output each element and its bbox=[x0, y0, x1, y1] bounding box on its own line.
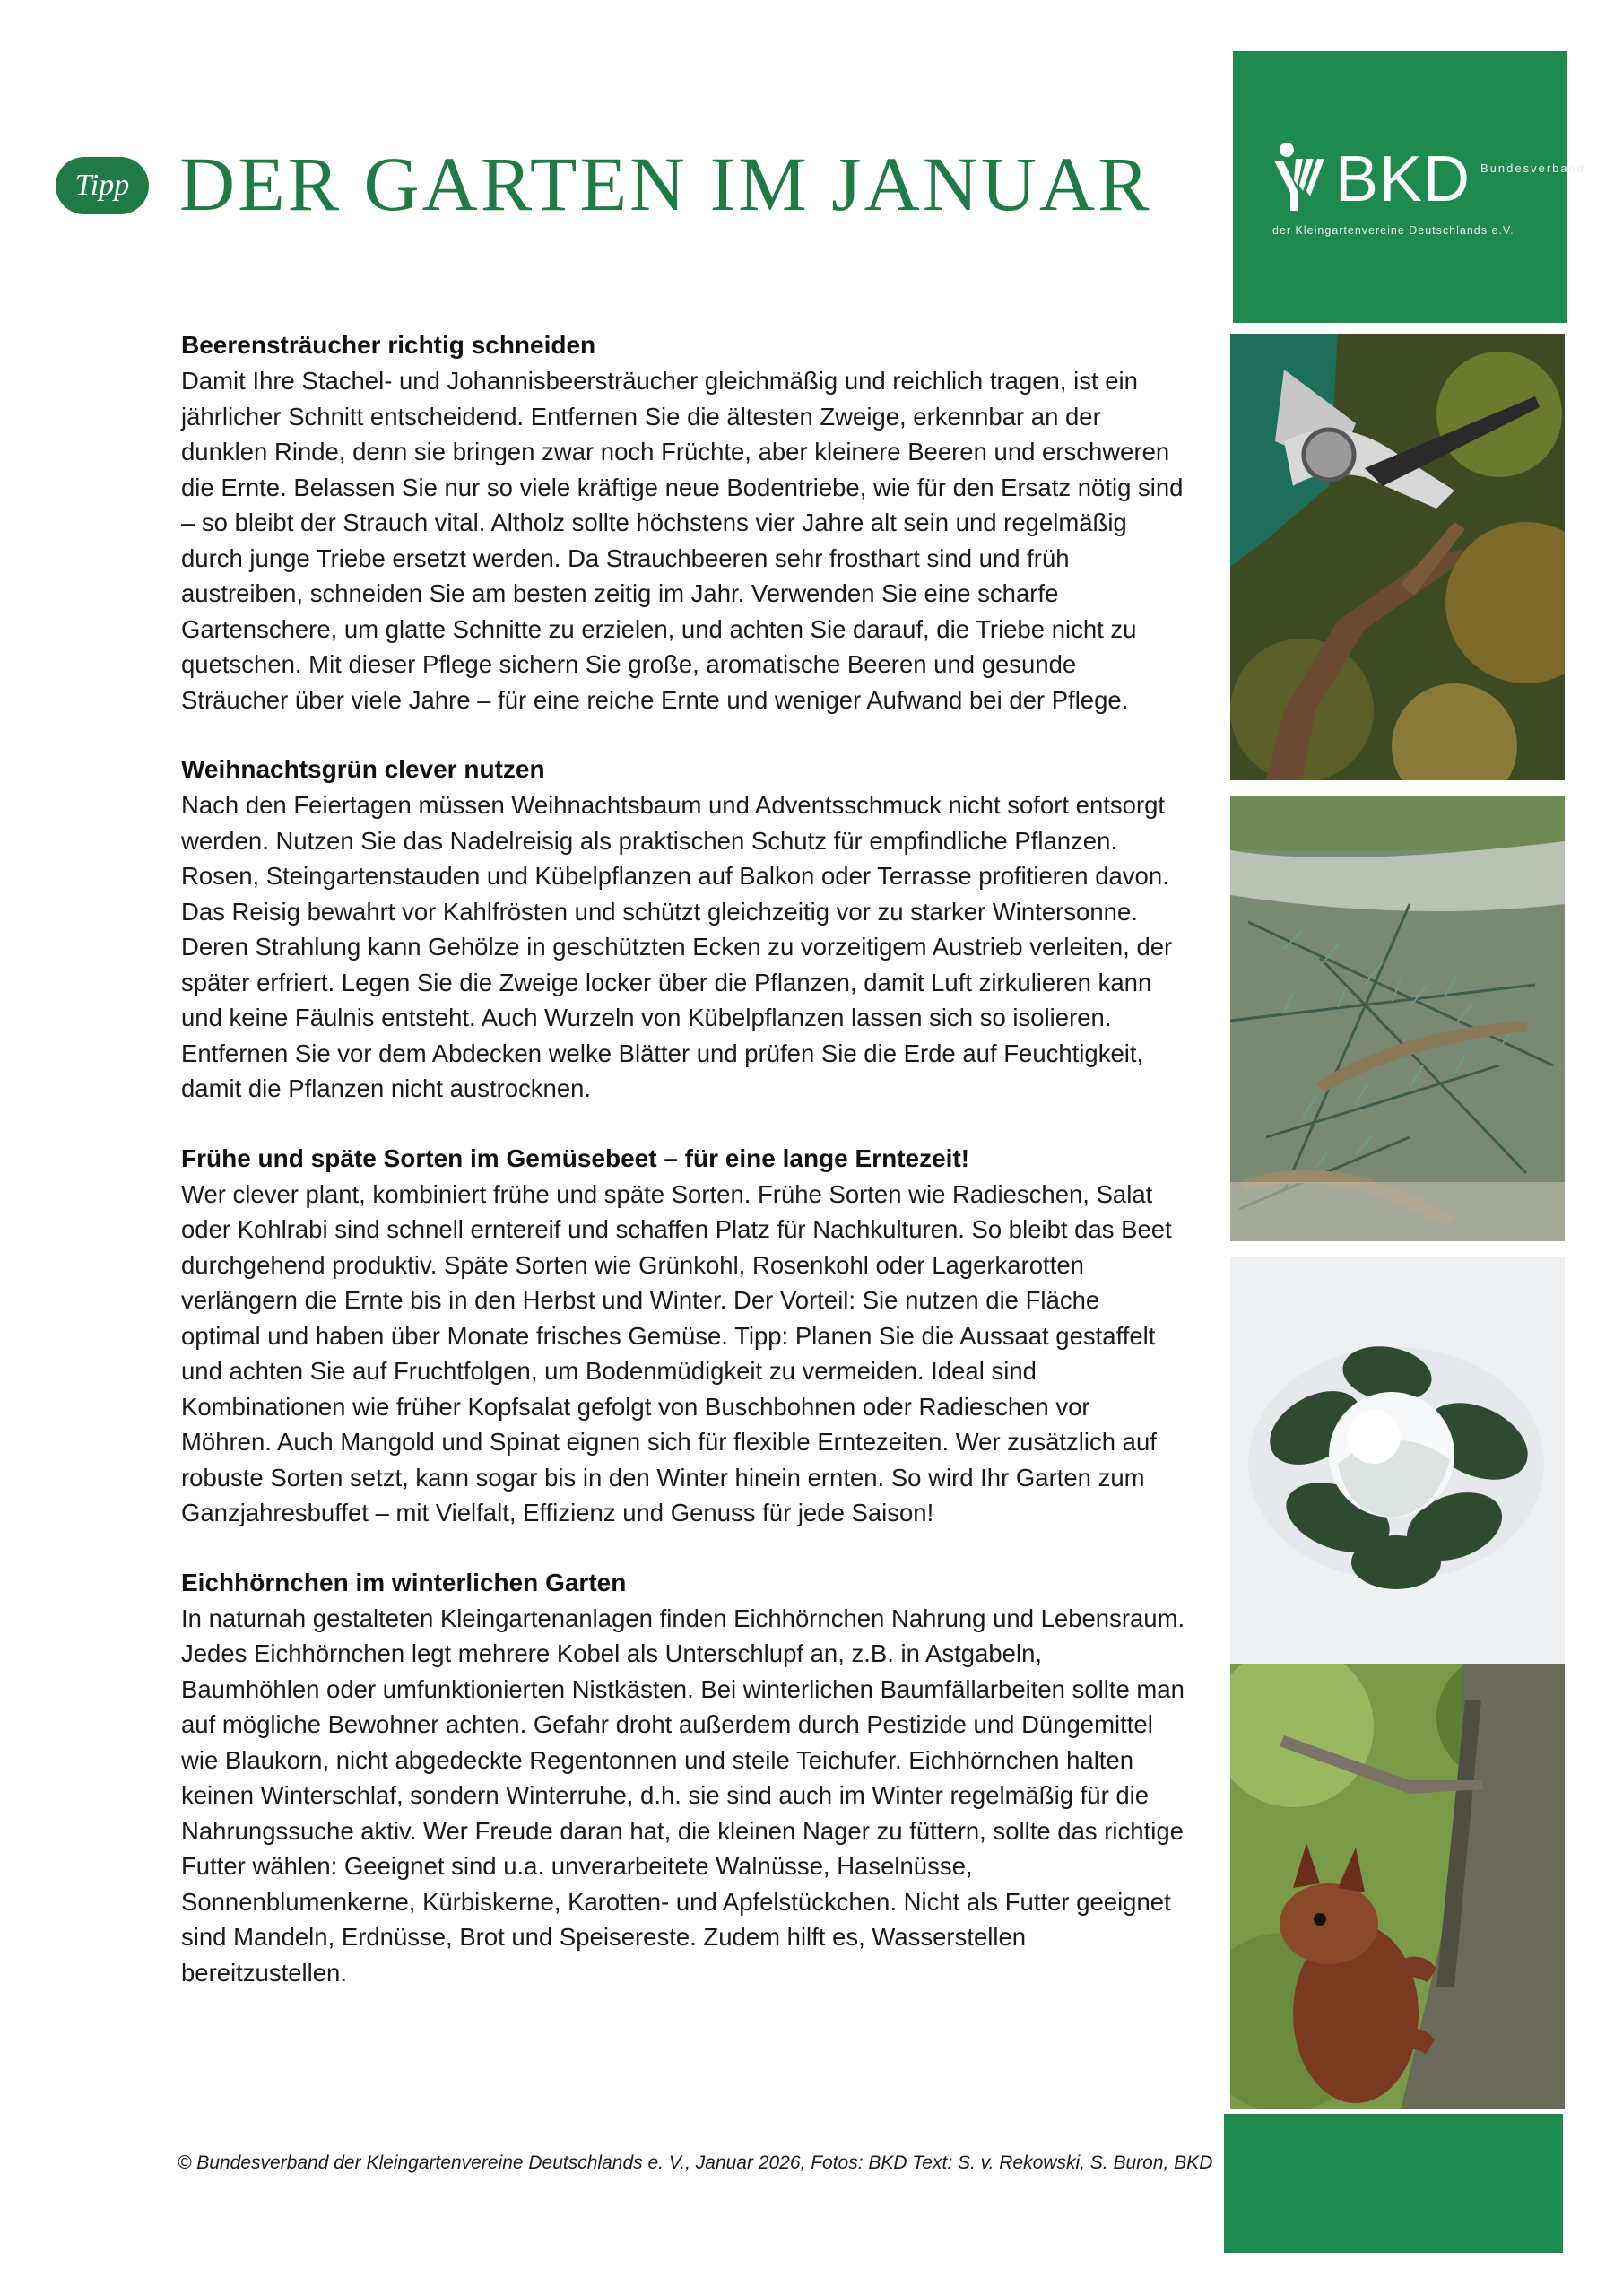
footer-credits: © Bundesverband der Kleingartenvereine Deutschlands e. V., Januar 2026, Fotos: BKD Text: S. v. Rekowski, S. Buron, BKD bbox=[178, 2152, 1213, 2173]
section-heading: Frühe und späte Sorten im Gemüsebeet – für eine lange Erntezeit! bbox=[181, 1144, 970, 1172]
article-content bbox=[181, 327, 1185, 2024]
photo-pruning-shears bbox=[1230, 334, 1565, 780]
section-weihnachtsgruen bbox=[181, 752, 1185, 1107]
section-text: Nach den Feiertagen müssen Weihnachtsbaum und Adventsschmuck nicht sofort entsorgt werden. Nutzen Sie das Nadelreisig als praktischen Schutz für empfindliche Pflanzen. Rosen, Steingartenstauden und Kübelpflanzen auf Balkon oder Terrasse profitieren davon. Das Reisig bewahrt vor Kahlfrösten und schützt gleichzeitig vor zu starker Wintersonne. Deren Strahlung kann Gehölze in geschützten Ecken zu vorzeitigem Austrieb verleiten, der später erfriert. Legen Sie die Zweige locker über die Pflanzen, damit Luft zirkulieren kann und keine Fäulnis entsteht. Auch Wurzeln von Kübelpflanzen lassen sich so isolieren. Entfernen Sie vor dem Abdecken welke Blätter und prüfen Sie die Erde auf Feuchtigkeit, damit die Pflanzen nicht austrocknen. bbox=[181, 791, 1173, 1102]
bkd-logo-subtitle: der Kleingartenvereine Deutschlands e.V. bbox=[1272, 224, 1515, 237]
section-text: In naturnah gestalteten Kleingartenanlagen finden Eichhörnchen Nahrung und Lebensraum. Jedes Eichhörnchen legt mehrere Kobel als Unterschlupf an, z.B. in Astgabeln, Baumhöhlen oder umfunktionierten Nistkästen. Bei winterlichen Baumfällarbeiten sollte man auf mögliche Bewohner achten. Gefahr droht außerdem durch Pestizide und Düngemittel wie Blaukorn, nicht abgedeckte Regentonnen und steile Teichufer. Eichhörnchen halten keinen Winterschlaf, sondern Winterruhe, d.h. sie sind auch im Winter regelmäßig für die Nahrungssuche aktiv. Wer Freude daran hat, die kleinen Nager zu füttern, sollte das richtige Futter wählen: Geeignet sind u.a. unverarbeitete Walnüsse, Haselnüsse, Sonnenblumenkerne, Kürbiskerne, Karotten- und Apfelstückchen. Nicht als Futter geeignet sind Mandeln, Erdnüsse, Brot und Speisereste. Zudem hilft es, Wasserstellen bereitzustellen. bbox=[181, 1604, 1185, 1987]
photo-snow-cabbage bbox=[1230, 1257, 1565, 1665]
section-eichhoernchen bbox=[181, 1565, 1185, 1991]
photo-squirrel bbox=[1230, 1664, 1565, 2109]
bkd-logo-icon bbox=[1271, 141, 1333, 213]
bkd-logo-verband: Bundesverband bbox=[1480, 161, 1586, 175]
section-gemuesebeet bbox=[181, 1141, 1185, 1531]
bkd-logo-text: BKD bbox=[1335, 144, 1471, 215]
tipp-badge: Tipp bbox=[56, 157, 149, 214]
section-heading: Weihnachtsgrün clever nutzen bbox=[181, 755, 545, 783]
section-text: Wer clever plant, kombiniert frühe und späte Sorten. Frühe Sorten wie Radieschen, Salat oder Kohlrabi sind schnell erntereif und schaffen Platz für Nachkulturen. So bleibt das Beet durchgehend produktiv. Späte Sorten wie Grünkohl, Rosenkohl oder Lagerkarotten verlängern die Ernte bis in den Herbst und Winter. Der Vorteil: Sie nutzen die Fläche optimal und haben über Monate frisches Gemüse. Tipp: Planen Sie die Aussaat gestaffelt und achten Sie auf Fruchtfolgen, um Bodenmüdigkeit zu vermeiden. Ideal sind Kombinationen wie früher Kopfsalat gefolgt von Buschbohnen oder Radieschen vor Möhren. Auch Mangold und Spinat eignen sich für flexible Erntezeiten. Wer zusätzlich auf robuste Sorten setzt, kann sogar bis in den Winter hinein ernten. So wird Ihr Garten zum Ganzjahresbuffet – mit Vielfalt, Effizienz und Genuss für jede Saison! bbox=[181, 1179, 1172, 1526]
photo-fir-branches bbox=[1230, 796, 1565, 1241]
section-heading: Eichhörnchen im winterlichen Garten bbox=[181, 1568, 627, 1596]
section-beerenstraeucher bbox=[181, 327, 1185, 718]
bkd-logo-panel bbox=[1233, 51, 1586, 323]
green-footer-block bbox=[1224, 2114, 1563, 2253]
section-heading: Beerensträucher richtig schneiden bbox=[181, 331, 596, 359]
page-title: DER GARTEN IM JANUAR bbox=[179, 141, 1152, 227]
section-text: Damit Ihre Stachel- und Johannisbeersträucher gleichmäßig und reichlich tragen, ist ein jährlicher Schnitt entscheidend. Entfernen Sie die ältesten Zweige, erkennbar an der dunklen Rinde, denn sie bringen zwar noch Früchte, aber kleinere Beeren und erschweren die Ernte. Belassen Sie nur so viele kräftige neue Bodentriebe, wie für den Ersatz nötig sind – so bleibt der Strauch vital. Altholz sollte höchstens vier Jahre alt sein und regelmäßig durch junge Triebe ersetzt werden. Da Strauchbeeren sehr frosthart sind und früh austreiben, schneiden Sie am besten zeitig im Jahr. Verwenden Sie eine scharfe Gartenschere, um glatte Schnitte zu erzielen, und achten Sie darauf, die Triebe nicht zu quetschen. Mit dieser Pflege sichern Sie große, aromatische Beeren und gesunde Sträucher über viele Jahre – für eine reiche Ernte und weniger Aufwand bei der Pflege. bbox=[181, 367, 1184, 714]
